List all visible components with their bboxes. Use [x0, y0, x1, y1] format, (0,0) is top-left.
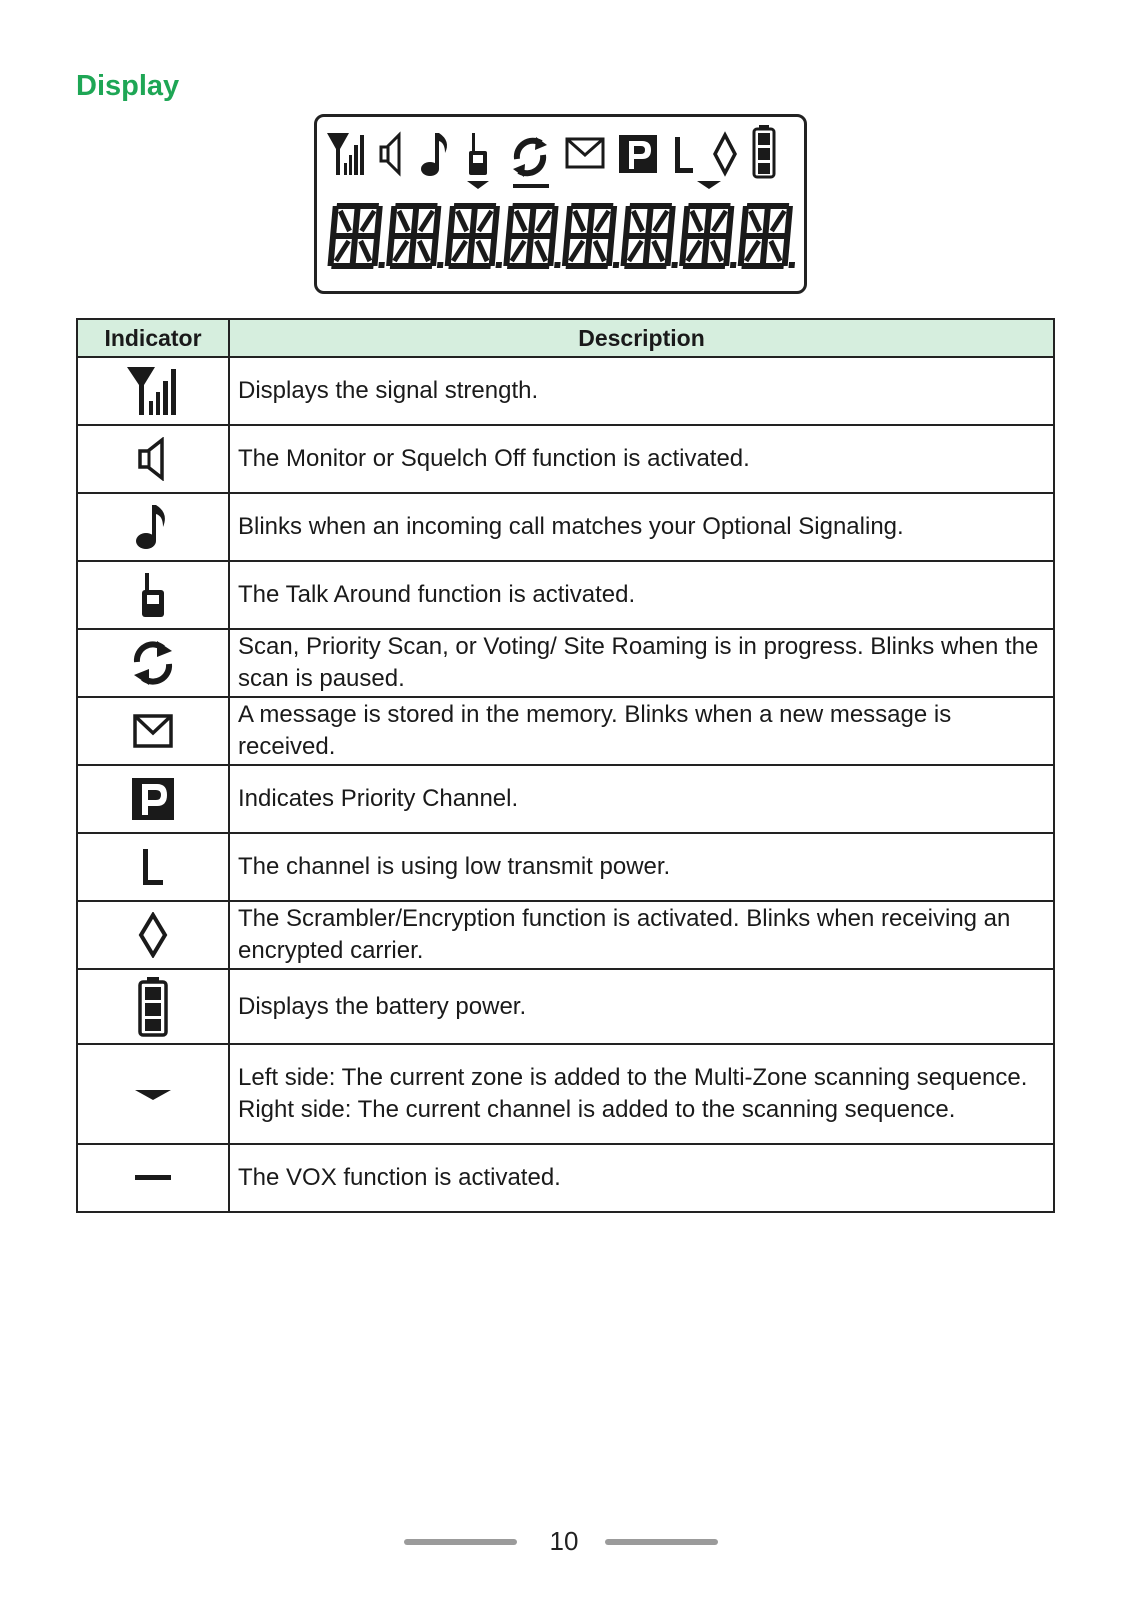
lcd-segment: [469, 206, 478, 236]
battery-icon: [137, 976, 169, 1038]
row-description: The channel is using low transmit power.: [229, 833, 1054, 901]
lcd-segment: [623, 206, 632, 236]
lcd-segment: [408, 236, 417, 266]
lcd-segment: [503, 236, 512, 266]
lcd-decimal-point: [378, 262, 385, 268]
row-description: [229, 1044, 1054, 1144]
lcd-segment: [349, 236, 358, 266]
lcd-segment: [587, 206, 596, 236]
lcd-segment: [330, 206, 339, 236]
row-description: Displays the battery power.: [229, 969, 1054, 1044]
down-arrow-icon: [133, 1086, 173, 1102]
row-description-line: Right side: The current channel is added to the scanning sequence.: [238, 1096, 956, 1123]
lcd-segment-diagonal: [336, 241, 349, 261]
lcd-segment: [352, 206, 361, 236]
table-row: [77, 969, 1054, 1044]
lcd-low-power-icon: [675, 137, 721, 189]
lcd-segment-diagonal: [772, 211, 785, 231]
lcd-segment: [620, 236, 629, 266]
low-power-l-icon: [140, 847, 166, 887]
lcd-segment: [723, 236, 732, 266]
lcd-priority-icon: [619, 135, 657, 173]
table-row: [77, 357, 1054, 425]
lcd-segment: [682, 206, 691, 236]
lcd-signal-icon: [327, 133, 364, 175]
indicator-table: [76, 318, 1055, 1213]
lcd-segment: [591, 233, 611, 239]
lcd-segment: [525, 236, 534, 266]
lcd-segment: [767, 233, 787, 239]
table-row: [77, 765, 1054, 833]
lcd-segment-diagonal: [476, 241, 489, 261]
lcd-segment-diagonal: [652, 241, 665, 261]
lcd-segment: [491, 206, 500, 236]
row-description: The Talk Around function is activated.: [229, 561, 1054, 629]
table-row: [77, 425, 1054, 493]
lcd-segment: [609, 206, 618, 236]
lcd-battery-icon: [754, 125, 774, 177]
dash-bar-icon: [133, 1173, 173, 1183]
lcd-segment-diagonal: [655, 211, 668, 231]
table-row: [77, 833, 1054, 901]
lcd-segment-diagonal: [535, 241, 548, 261]
lcd-segment: [584, 236, 593, 266]
lcd-segment: [489, 236, 498, 266]
lcd-segment: [565, 206, 574, 236]
lcd-segment-diagonal: [690, 211, 703, 231]
lcd-display-illustration: [314, 114, 807, 294]
lcd-decimal-point: [789, 262, 796, 268]
lcd-segment: [562, 236, 571, 266]
row-description: A message is stored in the memory. Blinks when a new message is received.: [229, 697, 1054, 765]
lcd-segment-diagonal: [514, 211, 527, 231]
lcd-digit: [679, 203, 742, 269]
row-description-line: Left side: The current zone is added to the Multi-Zone scanning sequence.: [238, 1064, 1028, 1091]
lcd-digit: [620, 203, 683, 269]
table-row: [77, 697, 1054, 765]
lcd-segment: [701, 236, 710, 266]
lcd-segment: [740, 206, 749, 236]
lcd-segment: [645, 206, 654, 236]
lcd-segment: [627, 233, 647, 239]
music-note-icon: [135, 503, 171, 551]
lcd-segment: [650, 233, 670, 239]
lcd-segment: [550, 206, 559, 236]
lcd-digit: [503, 203, 566, 269]
scan-arrows-icon: [125, 638, 181, 688]
lcd-segment: [467, 236, 476, 266]
lcd-segment: [726, 206, 735, 236]
lcd-digit: [386, 203, 449, 269]
lcd-segment-diagonal: [479, 211, 492, 231]
lcd-digit: [327, 203, 390, 269]
lcd-segment-diagonal: [749, 211, 762, 231]
lcd-segment: [371, 236, 380, 266]
lcd-segment-diagonal: [570, 241, 583, 261]
lcd-music-note-icon: [421, 133, 447, 176]
lcd-decimal-point: [554, 262, 561, 268]
lcd-segment-diagonal: [420, 211, 433, 231]
lcd-segment-diagonal: [456, 211, 469, 231]
lcd-segment-diagonal: [512, 241, 525, 261]
talk-around-radio-icon: [140, 571, 166, 619]
lcd-segment-diagonal: [453, 241, 466, 261]
lcd-segment: [533, 233, 553, 239]
lcd-segment-diagonal: [339, 211, 352, 231]
lcd-segment-diagonal: [596, 211, 609, 231]
table-row: [77, 561, 1054, 629]
lcd-segment: [760, 236, 769, 266]
table-row: [77, 1144, 1054, 1212]
lcd-segment: [704, 206, 713, 236]
table-row: [77, 1044, 1054, 1144]
lcd-segment: [606, 236, 615, 266]
lcd-decimal-point: [613, 262, 620, 268]
lcd-segment: [784, 206, 793, 236]
lcd-segment-diagonal: [359, 241, 372, 261]
lcd-segment-diagonal: [537, 211, 550, 231]
lcd-decimal-point: [496, 262, 503, 268]
footer-divider-right: [605, 1539, 718, 1545]
lcd-segment-diagonal: [769, 241, 782, 261]
lcd-segment-diagonal: [746, 241, 759, 261]
lcd-segment: [374, 206, 383, 236]
lcd-segment: [708, 233, 728, 239]
lcd-segment: [664, 236, 673, 266]
lcd-segment-diagonal: [632, 211, 645, 231]
lcd-segment: [386, 236, 395, 266]
row-description: Blinks when an incoming call matches your Optional Signaling.: [229, 493, 1054, 561]
lcd-segment: [528, 206, 537, 236]
lcd-decimal-point: [730, 262, 737, 268]
lcd-segment: [433, 206, 442, 236]
lcd-segment-diagonal: [397, 211, 410, 231]
row-description: Displays the signal strength.: [229, 357, 1054, 425]
lcd-segment: [447, 206, 456, 236]
lcd-segment-diagonal: [629, 241, 642, 261]
lcd-segment: [389, 206, 398, 236]
lcd-segment: [334, 233, 354, 239]
lcd-decimal-point: [671, 262, 678, 268]
lcd-segment: [510, 233, 530, 239]
lcd-digit: [737, 203, 800, 269]
row-description: The VOX function is activated.: [229, 1144, 1054, 1212]
lcd-segment-diagonal: [713, 211, 726, 231]
section-title: Display: [76, 70, 180, 102]
lcd-segment: [667, 206, 676, 236]
table-row: [77, 629, 1054, 697]
lcd-segment: [327, 236, 336, 266]
lcd-segment: [568, 233, 588, 239]
lcd-segment: [762, 206, 771, 236]
lcd-segment-diagonal: [711, 241, 724, 261]
lcd-segment: [506, 206, 515, 236]
lcd-radio-icon: [467, 133, 489, 189]
lcd-segment: [392, 233, 412, 239]
lcd-segment: [685, 233, 705, 239]
lcd-segment: [744, 233, 764, 239]
lcd-segment-diagonal: [418, 241, 431, 261]
signal-strength-icon: [125, 365, 181, 417]
lcd-segment: [679, 236, 688, 266]
speaker-icon: [136, 437, 170, 481]
lcd-segment: [738, 236, 747, 266]
lcd-decimal-point: [437, 262, 444, 268]
row-description: Scan, Priority Scan, or Voting/ Site Roaming is in progress. Blinks when the scan is paused.: [229, 629, 1054, 697]
priority-p-icon: [131, 777, 175, 821]
lcd-digit: [562, 203, 625, 269]
footer-divider-left: [404, 1539, 517, 1545]
lcd-segment: [445, 236, 454, 266]
lcd-segment: [430, 236, 439, 266]
table-row: [77, 493, 1054, 561]
lcd-segment: [415, 233, 435, 239]
row-description: The Monitor or Squelch Off function is activated.: [229, 425, 1054, 493]
lcd-diamond-icon: [715, 135, 735, 173]
lcd-segment: [547, 236, 556, 266]
lcd-scan-icon: [513, 137, 549, 188]
diamond-icon: [138, 912, 168, 958]
lcd-speaker-icon: [381, 135, 399, 173]
lcd-segment-diagonal: [688, 241, 701, 261]
lcd-segment: [642, 236, 651, 266]
lcd-segment-digits: [327, 203, 800, 269]
page-number: 10: [549, 1526, 579, 1556]
description-column-header: Description: [229, 319, 1054, 357]
lcd-segment: [411, 206, 420, 236]
row-description: The Scrambler/Encryption function is activated. Blinks when receiving an encrypted carrier.: [229, 901, 1054, 969]
row-description: Indicates Priority Channel.: [229, 765, 1054, 833]
lcd-segment-diagonal: [395, 241, 408, 261]
lcd-segment: [474, 233, 494, 239]
lcd-digit: [444, 203, 507, 269]
lcd-envelope-icon: [567, 139, 603, 167]
lcd-segment-diagonal: [573, 211, 586, 231]
table-row: [77, 901, 1054, 969]
envelope-icon: [132, 712, 174, 750]
lcd-segment-diagonal: [593, 241, 606, 261]
lcd-segment: [451, 233, 471, 239]
lcd-segment-diagonal: [362, 211, 375, 231]
lcd-segment: [782, 236, 791, 266]
indicator-column-header: Indicator: [77, 319, 229, 357]
lcd-segment: [357, 233, 377, 239]
